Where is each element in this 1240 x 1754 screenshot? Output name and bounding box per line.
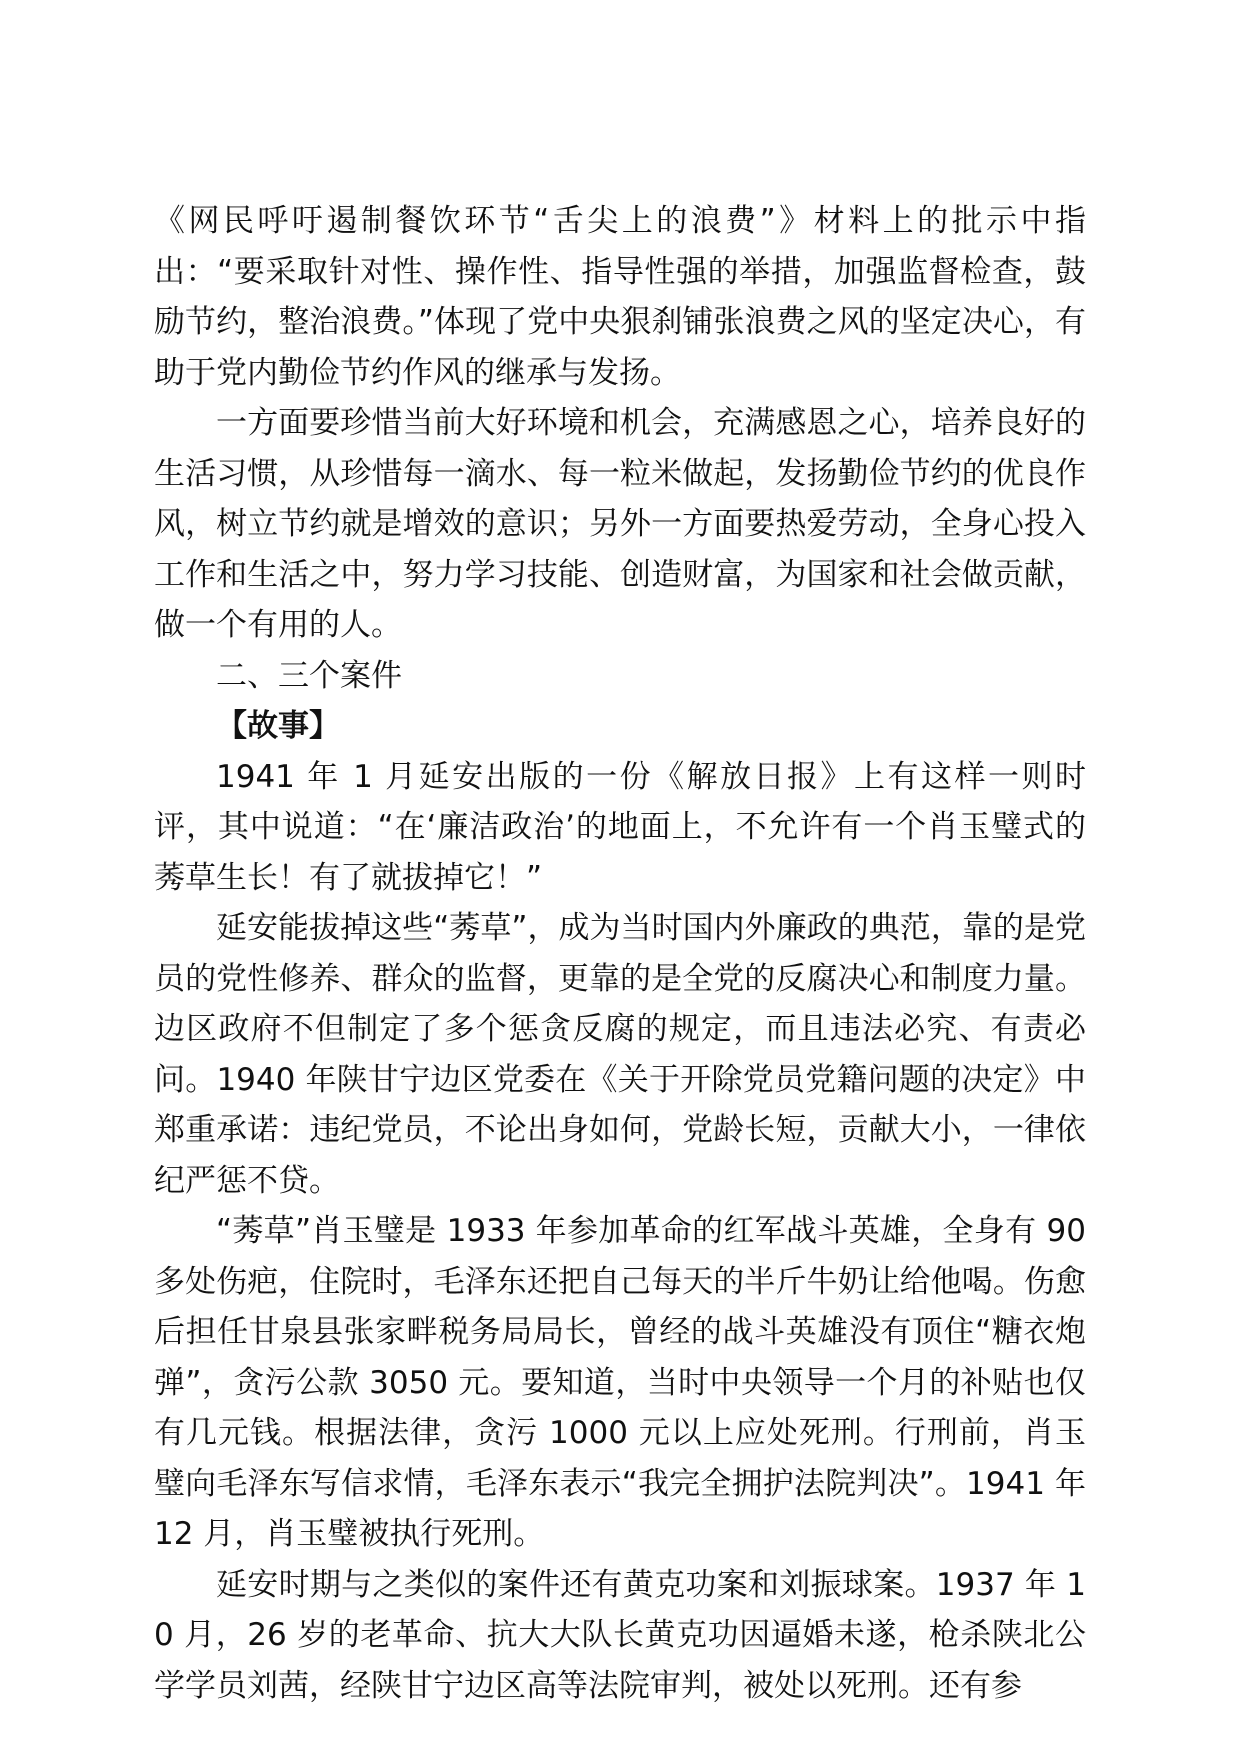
paragraph-jiefang-daily: 1941 年 1 月延安出版的一份《解放日报》上有这样一则时评，其中说道：“在‘廉洁政治’的地面上，不允许有一个肖玉璧式的莠草生长！有了就拔掉它！” [154,758,1086,896]
paragraph-frugality: 一方面要珍惜当前大好环境和机会，充满感恩之心，培养良好的生活习惯，从珍惜每一滴水、每一粒米做起，发扬勤俭节约的优良作风，树立节约就是增效的意识；另外一方面要热爱劳动，全身心投入工作和生活之中，努力学习技能、创造财富，为国家和社会做贡献，做一个有用的人。 [154,405,1086,643]
paragraph-xiao-yubi: “莠草”肖玉璧是 1933 年参加革命的红军战斗英雄，全身有 90 多处伤疤，住院时，毛泽东还把自己每天的半斤牛奶让给他喝。伤愈后担任甘泉县张家畔税务局局长，曾经的战斗英雄没有顶住“糖衣炮弹”，贪污公款 3050 元。要知道，当时中央领导一个月的补贴也仅有几元钱。根据法律，贪污 1000 元以上应处死刑。行刑前，肖玉璧向毛泽东写信求情，毛泽东表示“我完全拥护法院判决”。1941 年 12 月，肖玉璧被执行死刑。 [154,1213,1086,1552]
document-body [154,196,1086,1711]
paragraph-instruction-quote: 《网民呼吁遏制餐饮环节“舌尖上的浪费”》材料上的批示中指出：“要采取针对性、操作性、指导性强的举措，加强监督检查，鼓励节约，整治浪费。”体现了党中央狠刹铺张浪费之风的坚定决心，有助于党内勤俭节约作风的继承与发扬。 [154,203,1086,391]
section-heading-three-cases: 二、三个案件 [216,657,402,694]
paragraph-similar-cases: 延安时期与之类似的案件还有黄克功案和刘振球案。1937 年 10 月，26 岁的老革命、抗大大队长黄克功因逼婚未遂，枪杀陕北公学学员刘茜，经陕甘宁边区高等法院审判，被处以死刑。还有参 [154,1566,1086,1704]
story-label: 【故事】 [216,708,340,744]
paragraph-yanan-integrity: 延安能拔掉这些“莠草”，成为当时国内外廉政的典范，靠的是党员的党性修养、群众的监督，更靠的是全党的反腐决心和制度力量。边区政府不但制定了多个惩贪反腐的规定，而且违法必究、有责必问。1940 年陕甘宁边区党委在《关于开除党员党籍问题的决定》中郑重承诺：违纪党员，不论出身如何，党龄长短，贡献大小，一律依纪严惩不贷。 [154,910,1086,1199]
